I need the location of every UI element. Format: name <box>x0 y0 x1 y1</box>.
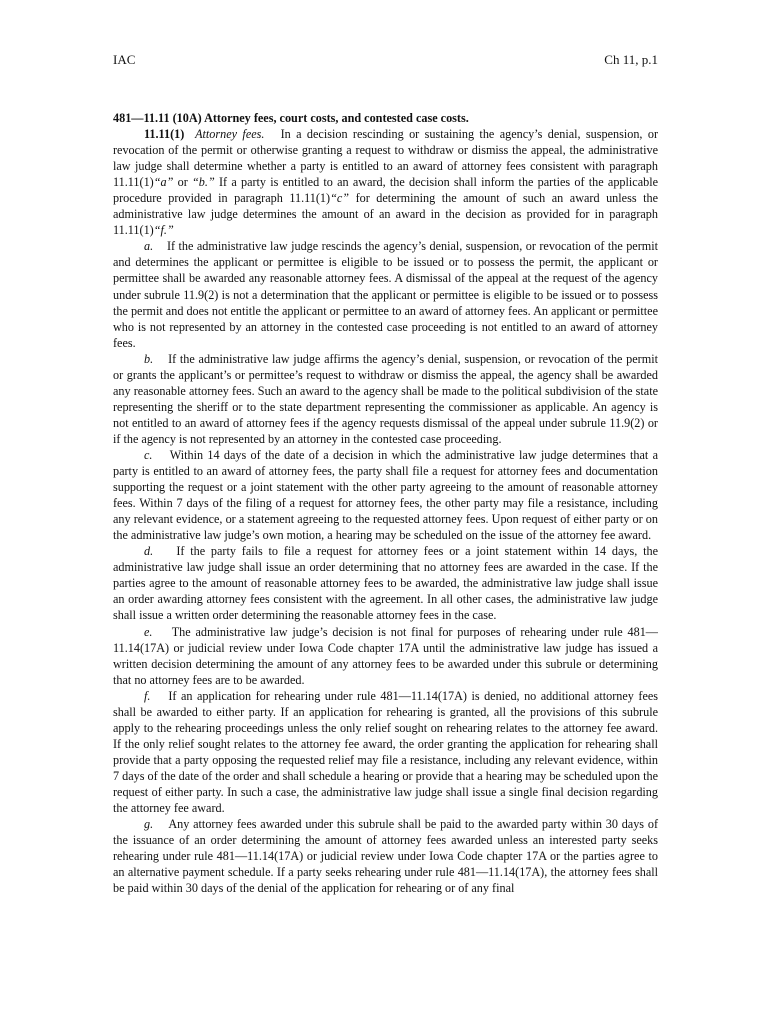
document-page <box>113 0 658 1024</box>
paragraph-d <box>113 543 658 623</box>
subrule-intro-paragraph <box>113 126 658 238</box>
paragraph-text: If the administrative law judge rescinds the agency’s denial, suspension, or revocation of the permit and determines the applicant or permittee is eligible to be issued or to possess the permit, the applicant or permittee shall be awarded any reasonable attorney fees. A dismissal of the appeal at the request of the agency under subrule 11.9(2) is not a determination that the applicant or permittee is eligible to be issued or to possess the permit and does not entitle the applicant or permittee to an award of attorney fees. An applicant or permittee who is not represented by an attorney in the contested case proceeding is not entitled to an award of attorney fees. <box>113 239 659 350</box>
paragraph-text: Within 14 days of the date of a decision in which the administrative law judge determines that a party is entitled to an award of attorney fees, the party shall file a request for attorney fees and documentation supporting the request or a joint statement with the other party agreeing to the amount of reasonable attorney fees. Within 7 days of the filing of a request for attorney fees, the other party may file a resistance, including any relevant evidence, or a statement agreeing to the requested attorney fees. Upon request of either party or on the administrative law judge’s own motion, a hearing may be scheduled on the issue of the attorney fee award. <box>113 447 659 543</box>
paragraph-text: The administrative law judge’s decision is not final for purposes of rehearing under rule 481—11.14(17A) or judicial review under Iowa Code chapter 17A until the administrative law judge has issued a written decision determining the amount of any attorney fees to be awarded under this subrule or determining that no attorney fees are to be awarded. <box>113 624 658 687</box>
header-source: IAC <box>113 52 136 67</box>
page-header <box>113 52 658 70</box>
document-body <box>113 110 658 896</box>
intro-text-4: for determining the amount of such an award unless the administrative law judge determines the amount of an award in the decision as provided for in paragraph 11.11(1) <box>113 191 658 238</box>
intro-text-1: In a decision rescinding or sustaining the agency’s denial, suspension, or revocation of the permit or otherwise granting a request to withdraw or dismiss the appeal, the administrative law judge shall determine whether a party is entitled to an award of attorney fees consistent with paragraph 11.11(1) <box>113 127 659 190</box>
paragraph-g <box>113 816 658 896</box>
paragraph-b <box>113 351 658 447</box>
paragraph-label: e. <box>144 624 153 639</box>
paragraph-text: If the party fails to file a request for attorney fees or a joint statement within 14 days, the administrative law judge shall issue an order determining that no attorney fees are awarded in the case. If the parties agree to the amount of reasonable attorney fees to be awarded, the administrative law judge shall issue an order awarding attorney fees consistent with the agreement. In all other cases, the administrative law judge shall issue a written order determining the reasonable attorney fees in the case. <box>113 544 658 623</box>
paragraph-label: f. <box>144 688 151 703</box>
subrule-caption: Attorney fees. <box>195 127 265 142</box>
paragraph-label: d. <box>144 544 154 559</box>
paragraph-label: c. <box>144 447 153 462</box>
paragraph-c <box>113 447 658 543</box>
paragraph-a <box>113 238 658 350</box>
paragraph-label: a. <box>144 239 154 254</box>
paragraph-label: b. <box>144 351 154 366</box>
intro-ref-b: “b.” <box>192 175 215 190</box>
intro-ref-f: “f.” <box>153 223 174 238</box>
paragraph-text: If the administrative law judge affirms the agency’s denial, suspension, or revocation of the permit or grants the applicant’s or permittee’s request to withdraw or dismiss the appeal, the agency shall be awarded any reasonable attorney fees. Such an award to the agency shall be made to the political subdivision of the state representing the sheriff or to the state department representing the commissioner as applicable. An agency is not entitled to an award of attorney fees if the agency requests dismissal of the appeal under subrule 11.9(2) or if the agency is not represented by an attorney in the contested case proceeding. <box>113 351 658 446</box>
paragraph-text: If an application for rehearing under rule 481—11.14(17A) is denied, no additional attorney fees shall be awarded to either party. If an application for rehearing is granted, all the provisions of this subrule apply to the rehearing proceedings unless the only relief sought on rehearing relates to the attorney fee award. If the only relief sought relates to the attorney fee award, the order granting the application for rehearing shall provide that a party opposing the requested relief may file a resistance, including any relevant evidence, within 7 days of the date of the order and shall schedule a hearing or provide that a hearing may be scheduled upon the request of either party. In such a case, the administrative law judge shall issue a single final decision regarding the attorney fee award. <box>113 688 659 816</box>
paragraph-e <box>113 624 658 688</box>
paragraph-label: g. <box>144 817 154 832</box>
subrule-number: 11.11(1) <box>144 127 185 142</box>
intro-ref-c: “c” <box>330 191 350 206</box>
intro-ref-a: “a” <box>153 175 174 190</box>
paragraph-text: Any attorney fees awarded under this subrule shall be paid to the awarded party within 30 days of the issuance of an order determining the amount of attorney fees awarded unless an interested party seeks rehearing under rule 481—11.14(17A) or judicial review under Iowa Code chapter 17A or the parties agree to an alternative payment schedule. If a party seeks rehearing under rule 481—11.14(17A), the attorney fees shall be paid within 30 days of the denial of the application for rehearing or of any final <box>113 817 658 896</box>
intro-text-3: If a party is entitled to an award, the decision shall inform the parties of the applicable procedure provided in paragraph 11.11(1) <box>113 175 658 206</box>
intro-text-2: or <box>173 175 193 190</box>
paragraph-f <box>113 688 658 816</box>
rule-heading: 481—11.11 (10A) Attorney fees, court costs, and contested case costs. <box>113 111 469 125</box>
header-page-number: Ch 11, p.1 <box>604 52 658 67</box>
